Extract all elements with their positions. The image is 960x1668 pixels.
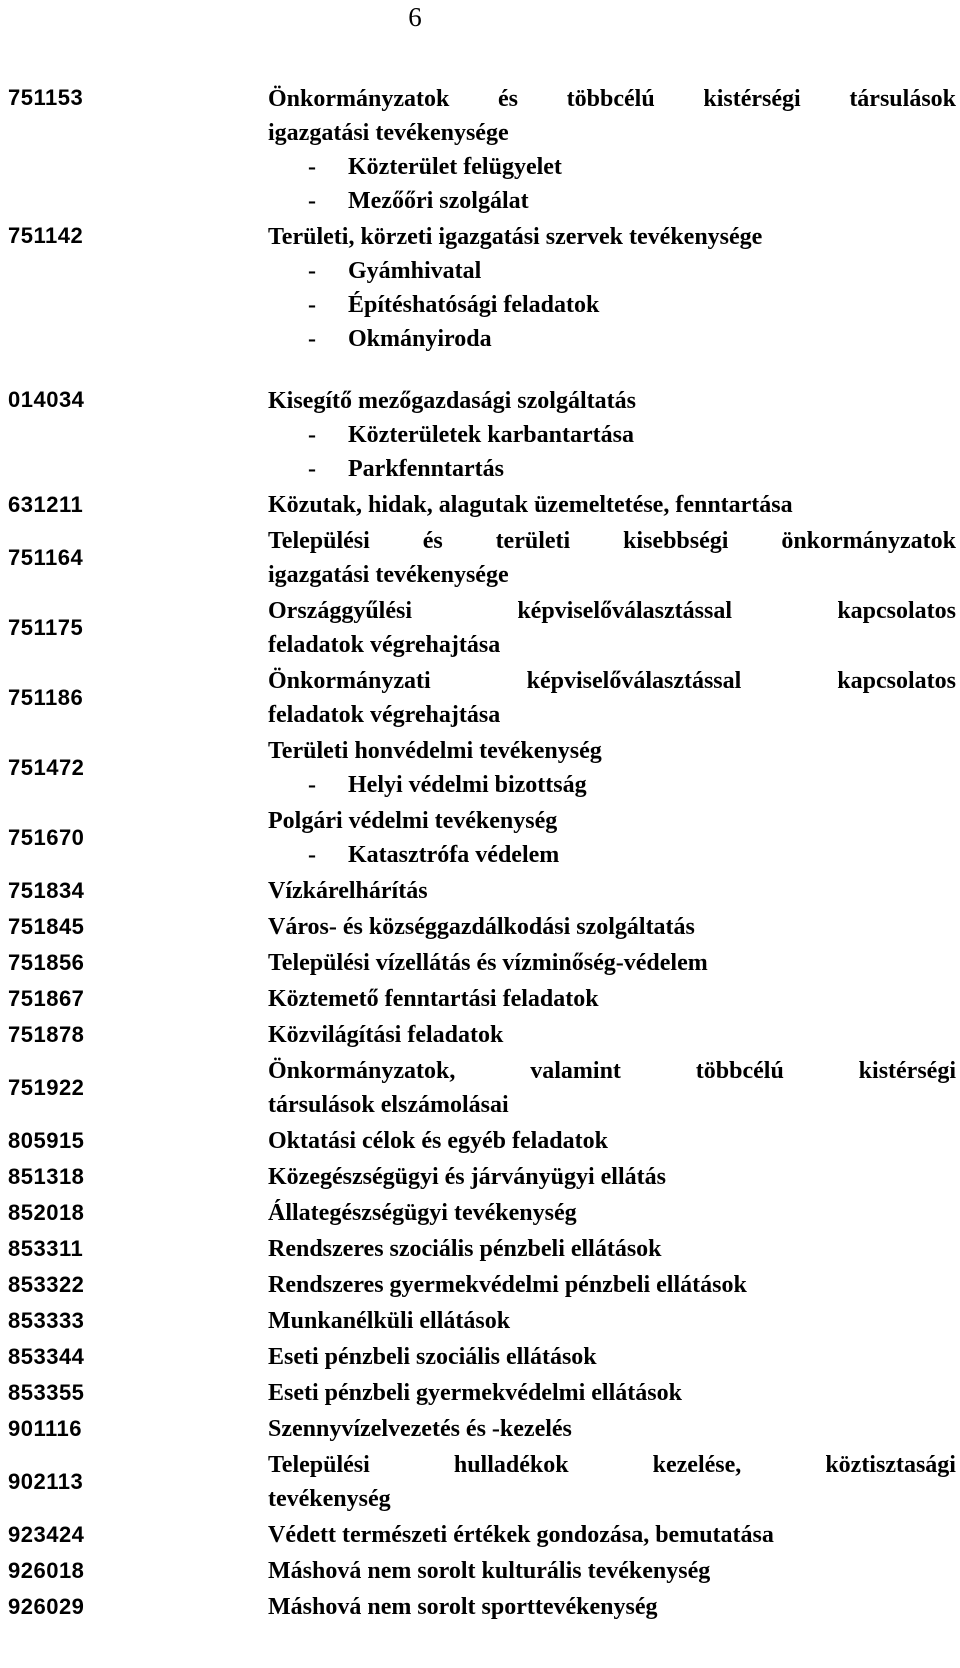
sub-item	[268, 288, 956, 322]
description-line: Területi honvédelmi tevékenység	[268, 738, 602, 764]
activity-description	[268, 1590, 956, 1624]
activity-code: 853333	[8, 1308, 85, 1333]
description-line: Vízkárelhárítás	[268, 878, 428, 904]
activity-description	[268, 734, 956, 802]
list-item	[0, 664, 960, 732]
list-item	[0, 1124, 960, 1158]
activity-description	[268, 1018, 956, 1052]
activity-description	[268, 1412, 956, 1446]
description-line: feladatok végrehajtása	[268, 632, 501, 658]
activity-code: 852018	[8, 1200, 85, 1225]
activity-description	[268, 524, 956, 592]
sub-item	[268, 184, 956, 218]
dash-bullet: -	[308, 258, 316, 284]
description-line: Rendszeres gyermekvédelmi pénzbeli ellátások	[268, 1272, 747, 1298]
dash-bullet: -	[308, 456, 316, 482]
activity-code: 751878	[8, 1022, 85, 1047]
activity-description	[268, 1340, 956, 1374]
description-line: Közutak, hidak, alagutak üzemeltetése, fenntartása	[268, 492, 793, 518]
activity-code: 805915	[8, 1128, 85, 1153]
list-item	[0, 1196, 960, 1230]
activity-description	[268, 488, 956, 522]
list-item	[0, 874, 960, 908]
description-line: Védett természeti értékek gondozása, bemutatása	[268, 1522, 774, 1548]
activity-description	[268, 1376, 956, 1410]
description-line: Polgári védelmi tevékenység	[268, 808, 558, 834]
description-line: Köztemető fenntartási feladatok	[268, 986, 599, 1012]
sub-item	[268, 838, 956, 872]
description-line: Munkanélküli ellátások	[268, 1308, 511, 1334]
activity-code: 751186	[8, 685, 84, 710]
activity-code: 853311	[8, 1236, 84, 1261]
list-item	[0, 1376, 960, 1410]
list-item	[0, 910, 960, 944]
activity-description	[268, 1268, 956, 1302]
activity-code: 853355	[8, 1380, 85, 1405]
activity-description	[268, 982, 956, 1016]
dash-bullet: -	[308, 326, 316, 352]
activity-code: 751142	[8, 223, 84, 248]
sub-item-label: Parkfenntartás	[348, 456, 504, 482]
activity-description	[268, 946, 956, 980]
sub-item-label: Közterületek karbantartása	[348, 422, 634, 448]
sub-item-label: Okmányiroda	[348, 326, 492, 352]
list-item	[0, 1054, 960, 1122]
sub-item	[268, 418, 956, 452]
activity-code: 751472	[8, 755, 85, 780]
activity-description	[268, 594, 956, 662]
list-item	[0, 1340, 960, 1374]
description-line: Eseti pénzbeli gyermekvédelmi ellátások	[268, 1380, 682, 1406]
dash-bullet: -	[308, 292, 316, 318]
sub-item	[268, 150, 956, 184]
list-item	[0, 384, 960, 486]
dash-bullet: -	[308, 422, 316, 448]
activity-description	[268, 1054, 956, 1122]
description-line: Máshová nem sorolt kulturális tevékenység	[268, 1558, 711, 1584]
description-line: Települési és területi kisebbségi önkormányzatok	[268, 528, 956, 554]
description-line: Közvilágítási feladatok	[268, 1022, 504, 1048]
list-item	[0, 488, 960, 522]
activity-code: 902113	[8, 1469, 84, 1494]
activity-description	[268, 874, 956, 908]
activity-code: 853344	[8, 1344, 85, 1369]
activity-description	[268, 804, 956, 872]
sub-item-label: Helyi védelmi bizottság	[348, 772, 587, 798]
dash-bullet: -	[308, 154, 316, 180]
page-number: 6	[408, 2, 422, 32]
description-line: igazgatási tevékenysége	[268, 120, 509, 146]
activity-code-list	[0, 82, 960, 1626]
activity-description	[268, 82, 956, 218]
description-line: tevékenység	[268, 1486, 391, 1512]
list-item	[0, 1590, 960, 1624]
description-line: feladatok végrehajtása	[268, 702, 501, 728]
description-line: Szennyvízelvezetés és -kezelés	[268, 1416, 572, 1442]
dash-bullet: -	[308, 188, 316, 214]
list-item	[0, 1232, 960, 1266]
list-item	[0, 734, 960, 802]
activity-code: 923424	[8, 1522, 85, 1547]
activity-code: 751867	[8, 986, 85, 1011]
dash-bullet: -	[308, 772, 316, 798]
list-item	[0, 594, 960, 662]
description-line: Rendszeres szociális pénzbeli ellátások	[268, 1236, 662, 1262]
list-item	[0, 804, 960, 872]
activity-code: 751834	[8, 878, 85, 903]
list-item	[0, 82, 960, 218]
sub-item	[268, 768, 956, 802]
activity-description	[268, 1160, 956, 1194]
dash-bullet: -	[308, 842, 316, 868]
description-line: Város- és községgazdálkodási szolgáltatás	[268, 914, 695, 940]
activity-code: 926029	[8, 1594, 85, 1619]
description-line: Országgyűlési képviselőválasztással kapcsolatos	[268, 598, 956, 624]
activity-code: 751856	[8, 950, 85, 975]
activity-description	[268, 1124, 956, 1158]
description-line: Önkormányzatok, valamint többcélú kistérségi	[268, 1058, 956, 1084]
activity-code: 751153	[8, 85, 84, 110]
sub-item-label: Közterület felügyelet	[348, 154, 562, 180]
description-line: Települési hulladékok kezelése, köztisztasági	[268, 1452, 956, 1478]
list-item	[0, 1554, 960, 1588]
activity-description	[268, 1196, 956, 1230]
list-item	[0, 1160, 960, 1194]
activity-description	[268, 1554, 956, 1588]
list-item	[0, 946, 960, 980]
activity-code: 631211	[8, 492, 84, 517]
activity-code: 853322	[8, 1272, 85, 1297]
activity-code: 751922	[8, 1075, 85, 1100]
activity-description	[268, 664, 956, 732]
sub-item	[268, 322, 956, 356]
description-line: Települési vízellátás és vízminőség-védelem	[268, 950, 708, 976]
list-item	[0, 1304, 960, 1338]
activity-description	[268, 1304, 956, 1338]
activity-code: 751845	[8, 914, 85, 939]
list-item	[0, 1518, 960, 1552]
description-line: igazgatási tevékenysége	[268, 562, 509, 588]
list-item	[0, 1448, 960, 1516]
description-line: Közegészségügyi és járványügyi ellátás	[268, 1164, 666, 1190]
description-line: Állategészségügyi tevékenység	[268, 1200, 577, 1226]
description-line: Kisegítő mezőgazdasági szolgáltatás	[268, 388, 636, 414]
sub-item-label: Építéshatósági feladatok	[348, 292, 600, 318]
list-item	[0, 1018, 960, 1052]
list-item	[0, 982, 960, 1016]
activity-code: 851318	[8, 1164, 85, 1189]
activity-code: 751164	[8, 545, 84, 570]
description-line: társulások elszámolásai	[268, 1092, 509, 1118]
description-line: Önkormányzati képviselőválasztással kapcsolatos	[268, 668, 956, 694]
activity-code: 751175	[8, 615, 84, 640]
description-line: Oktatási célok és egyéb feladatok	[268, 1128, 608, 1154]
activity-description	[268, 1518, 956, 1552]
activity-code: 751670	[8, 825, 85, 850]
activity-code: 901116	[8, 1416, 82, 1441]
description-line: Máshová nem sorolt sporttevékenység	[268, 1594, 658, 1620]
description-line: Területi, körzeti igazgatási szervek tevékenysége	[268, 224, 763, 250]
description-line: Eseti pénzbeli szociális ellátások	[268, 1344, 597, 1370]
list-item	[0, 220, 960, 356]
activity-code: 014034	[8, 387, 85, 412]
activity-code: 926018	[8, 1558, 85, 1583]
sub-item-label: Gyámhivatal	[348, 258, 482, 284]
activity-description	[268, 910, 956, 944]
sub-item-label: Katasztrófa védelem	[348, 842, 560, 868]
activity-description	[268, 384, 956, 486]
list-item	[0, 524, 960, 592]
activity-description	[268, 220, 956, 356]
description-line: Önkormányzatok és többcélú kistérségi társulások	[268, 86, 956, 112]
activity-description	[268, 1448, 956, 1516]
list-item	[0, 1412, 960, 1446]
activity-description	[268, 1232, 956, 1266]
list-item	[0, 1268, 960, 1302]
sub-item	[268, 254, 956, 288]
sub-item	[268, 452, 956, 486]
sub-item-label: Mezőőri szolgálat	[348, 188, 529, 214]
